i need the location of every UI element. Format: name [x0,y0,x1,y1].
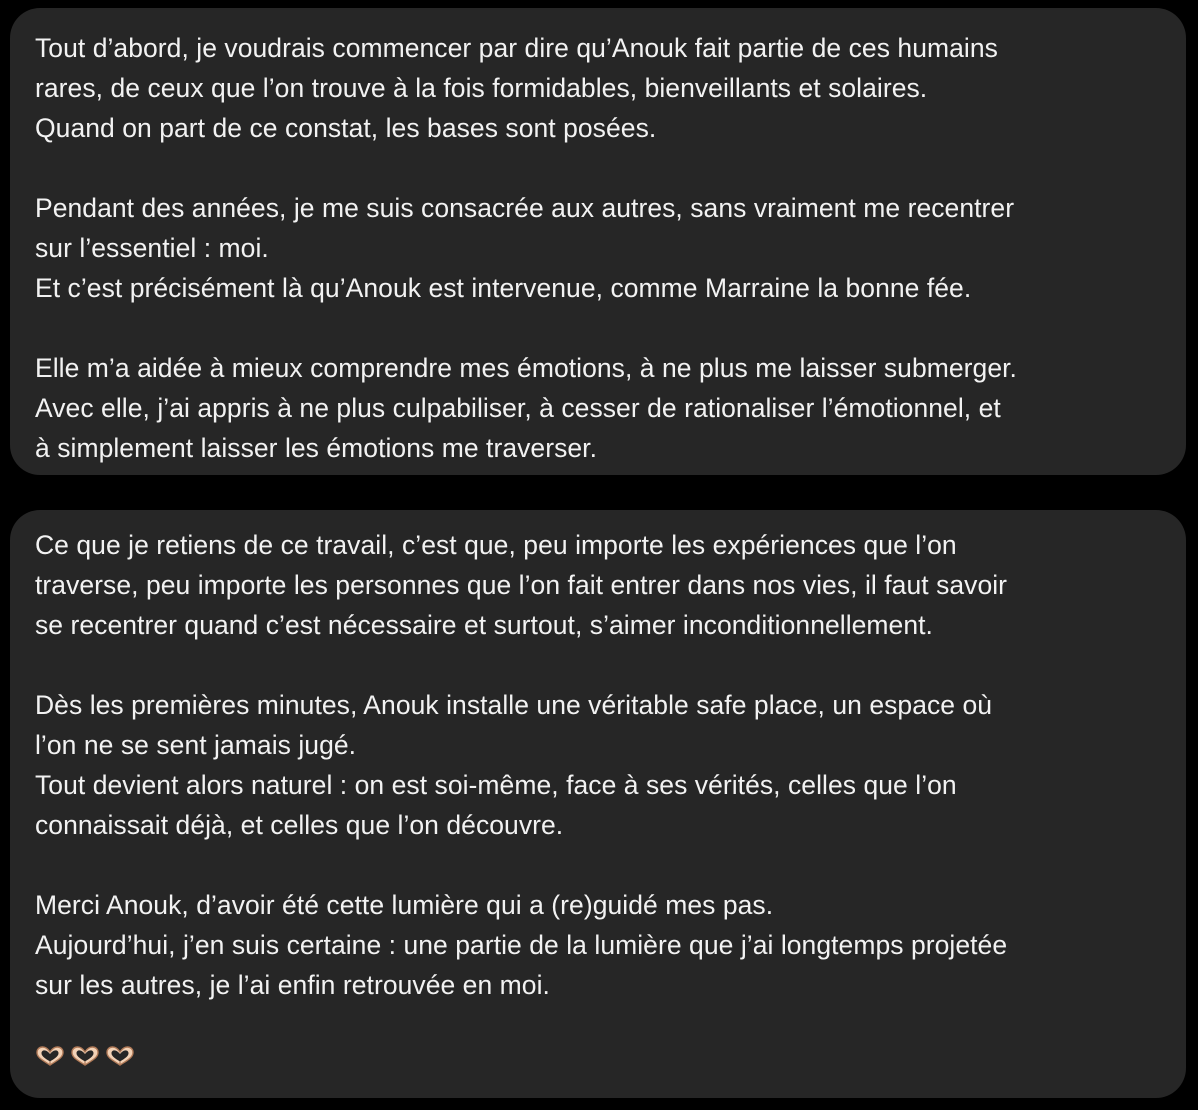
text-line: sur les autres, je l’ai enfin retrouvée en moi. [35,970,550,1000]
message-1-paragraph-2 [35,188,1162,308]
text-line: Avec elle, j’ai appris à ne plus culpabiliser, à cesser de rationaliser l’émotionnel, et [35,393,1001,423]
emoji-row [35,1045,1162,1067]
text-line: Pendant des années, je me suis consacrée aux autres, sans vraiment me recentrer [35,193,1015,223]
message-bubble-2[interactable] [10,510,1186,1098]
text-line: Ce que je retiens de ce travail, c’est que, peu importe les expériences que l’on [35,530,957,560]
message-1-paragraph-3 [35,348,1162,468]
text-line: l’on ne se sent jamais jugé. [35,730,357,760]
message-bubble-1[interactable] [10,8,1186,475]
text-line: connaissait déjà, et celles que l’on découvre. [35,810,564,840]
message-2-paragraph-2 [35,685,1162,845]
heart-hands-icon [105,1045,135,1067]
text-line: Tout devient alors naturel : on est soi-même, face à ses vérités, celles que l’on [35,770,957,800]
text-line: Quand on part de ce constat, les bases sont posées. [35,113,657,143]
text-line: se recentrer quand c’est nécessaire et surtout, s’aimer inconditionnellement. [35,610,933,640]
text-line: traverse, peu importe les personnes que l’on fait entrer dans nos vies, il faut savoir [35,570,1008,600]
heart-hands-icon [70,1045,100,1067]
text-line: Merci Anouk, d’avoir été cette lumière qui a (re)guidé mes pas. [35,890,774,920]
text-line: à simplement laisser les émotions me traverser. [35,433,597,463]
text-line: sur l’essentiel : moi. [35,233,269,263]
text-line: rares, de ceux que l’on trouve à la fois formidables, bienveillants et solaires. [35,73,928,103]
message-2-paragraph-3 [35,885,1162,1005]
text-line: Aujourd’hui, j’en suis certaine : une partie de la lumière que j’ai longtemps projetée [35,930,1008,960]
heart-hands-icon [35,1045,65,1067]
message-2-paragraph-1 [35,525,1162,645]
text-line: Dès les premières minutes, Anouk installe une véritable safe place, un espace où [35,690,993,720]
text-line: Et c’est précisément là qu’Anouk est intervenue, comme Marraine la bonne fée. [35,273,972,303]
message-1-paragraph-1 [35,28,1162,148]
text-line: Tout d’abord, je voudrais commencer par dire qu’Anouk fait partie de ces humains [35,33,998,63]
text-line: Elle m’a aidée à mieux comprendre mes émotions, à ne plus me laisser submerger. [35,353,1017,383]
